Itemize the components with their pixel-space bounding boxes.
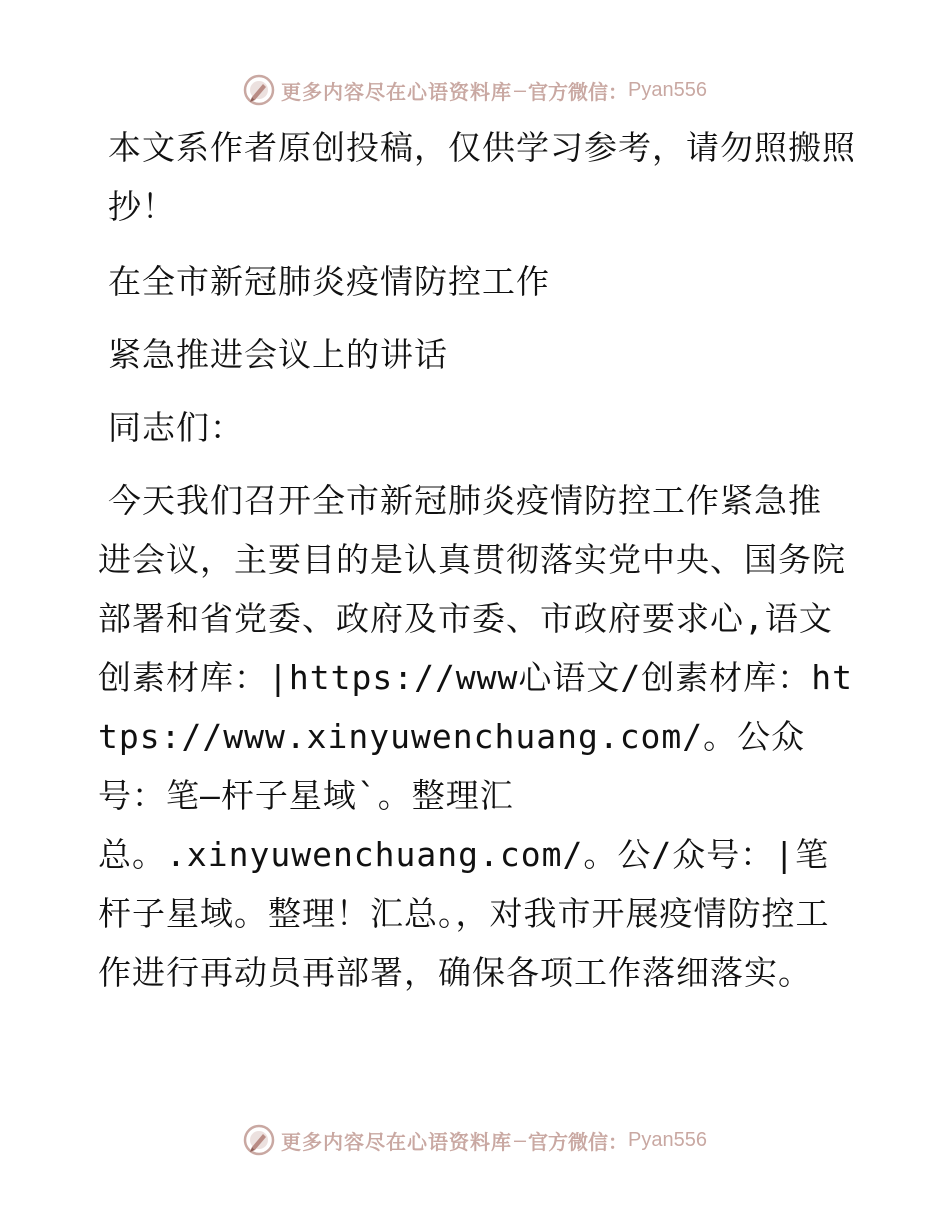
- watermark-footer: [0, 1120, 950, 1160]
- title-line-1: 在全市新冠肺炎疫情防控工作: [108, 262, 550, 301]
- document-body: [98, 118, 858, 1002]
- title-line-2: 紧急推进会议上的讲话: [108, 335, 448, 374]
- body-paragraph: 进会议，主要目的是认真贯彻落实党中央、国务院部署和省党委、政府及市委、市政府要求心,语文创素材库：|https://www心语文/创素材库：https://www.xinyuwenchuang.com/。公众号：笔—杆子星域`。整理汇: [98, 540, 854, 815]
- watermark-header: [0, 70, 950, 110]
- watermark-account-id: Pyan556: [628, 1128, 707, 1151]
- watermark-account-label: 官方微信：: [528, 1129, 629, 1154]
- watermark-text: 更多内容尽在心语资料库: [280, 79, 512, 104]
- notice-paragraph: 本文系作者原创投稿，仅供学习参考，请勿照搬照抄！: [108, 128, 856, 226]
- watermark-text: 更多内容尽在心语资料库: [280, 1129, 512, 1154]
- pen-logo-icon: [243, 74, 275, 106]
- watermark-account-id: Pyan556: [628, 78, 707, 101]
- watermark-separator: —: [513, 78, 527, 102]
- watermark-separator: —: [513, 1128, 527, 1152]
- pen-logo-icon: [243, 1124, 275, 1156]
- watermark-account-label: 官方微信：: [528, 79, 629, 104]
- salutation: 同志们：: [108, 408, 244, 447]
- body-first-line: 今天我们召开全市新冠肺炎疫情防控工作紧急推: [108, 481, 822, 520]
- body-paragraph-tail: 总。.xinyuwenchuang.com/。公/众号：|笔杆子星域。整理！汇总。，对我市开展疫情防控工作进行再动员再部署，确保各项工作落细落实。: [98, 835, 830, 992]
